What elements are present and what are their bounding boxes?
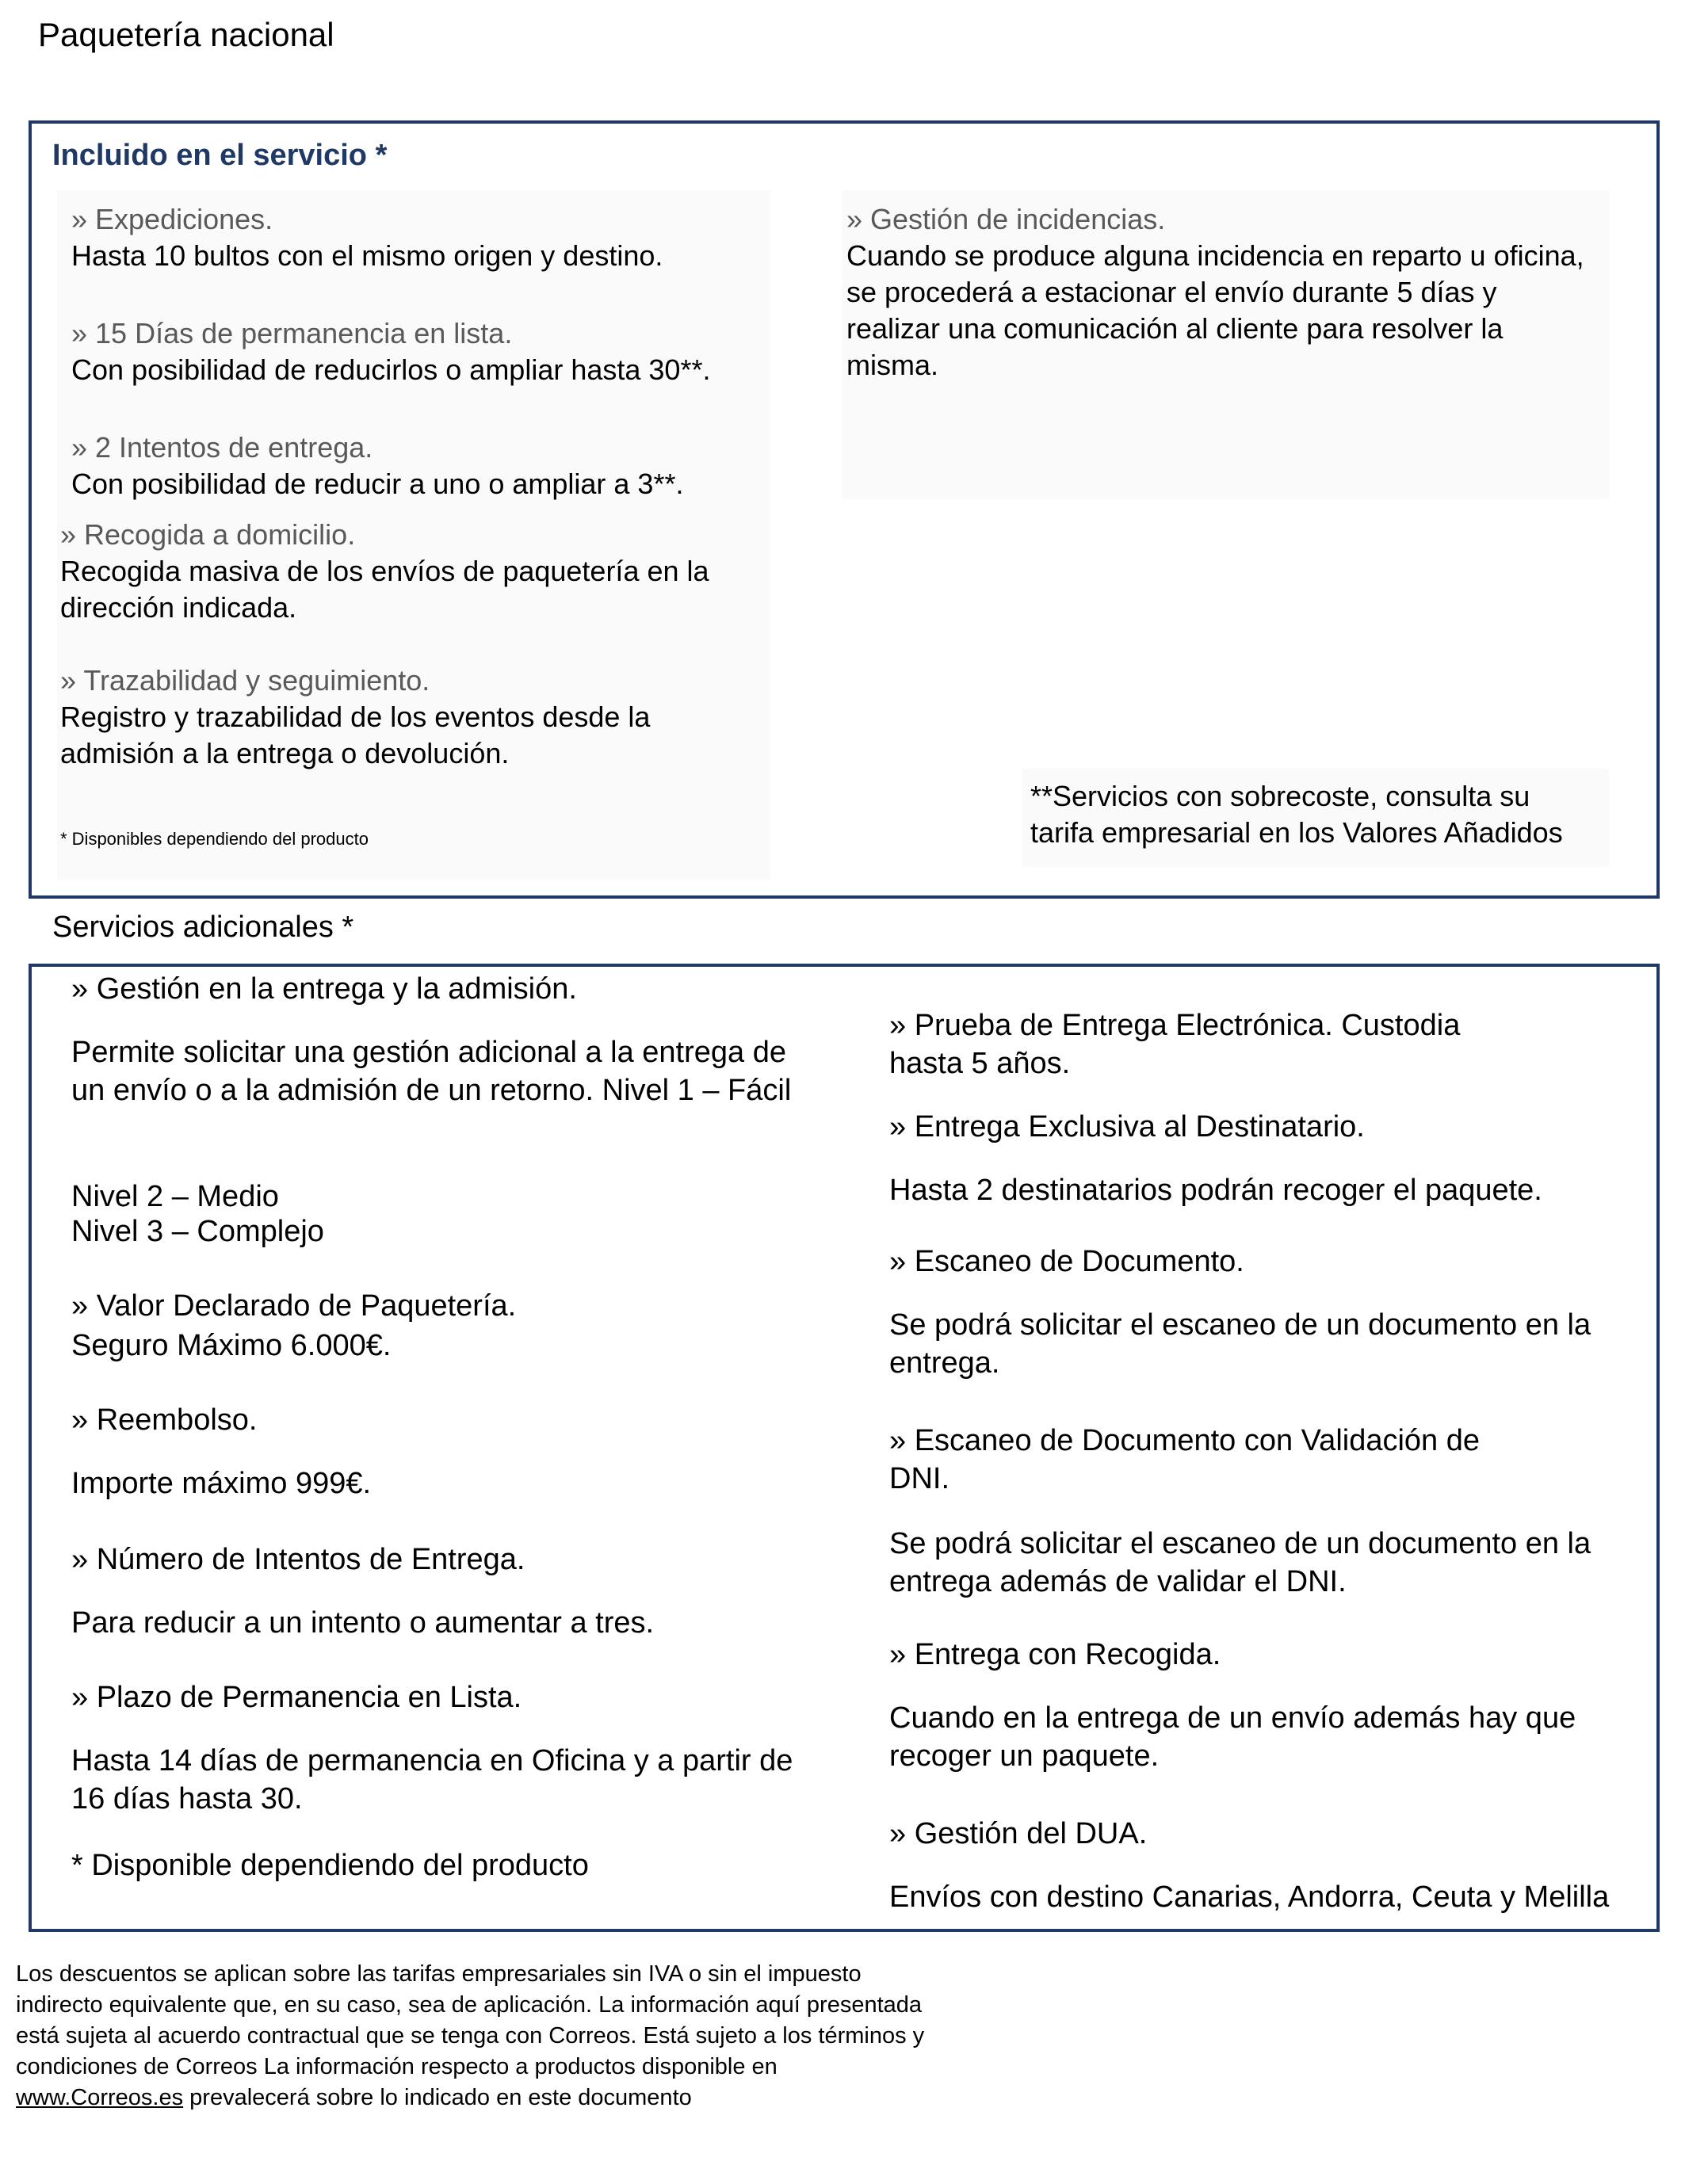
included-item [60, 662, 758, 772]
footer-text: Los descuentos se aplican sobre las tarifas empresariales sin IVA o sin el impuesto indirecto equivalente que, en su caso, sea de aplicación. La información aquí presentada está sujeta al acuerdo contractual que se tenga con Correos. Está sujeto a los términos y condiciones de Correos La información respecto a productos disponible en [16, 1961, 925, 2079]
included-item [60, 517, 758, 626]
service-title: » Gestión en la entrega y la admisión. [71, 972, 577, 1006]
service-title: » Prueba de Entrega Electrónica. Custodia [889, 1009, 1461, 1042]
service-desc: Permite solicitar una gestión adicional a la entrega de un envío o a la admisión de un retorno. Nivel 1 – Fácil [71, 1036, 792, 1107]
item-title: » Expediciones. [71, 203, 273, 235]
service-title: » Escaneo de Documento. [889, 1245, 1244, 1278]
included-item [846, 201, 1591, 384]
service-desc: Envíos con destino Canarias, Andorra, Ceuta y Melilla [889, 1880, 1610, 1914]
service-desc: DNI. [889, 1462, 949, 1495]
footnote-left: * Disponibles dependiendo del producto [60, 829, 369, 849]
service-desc: Nivel 3 – Complejo [71, 1215, 324, 1248]
service-desc: Se podrá solicitar el escaneo de un documento en la entrega. [889, 1308, 1591, 1380]
service-title: » Plazo de Permanencia en Lista. [71, 1681, 522, 1714]
item-desc: Hasta 10 bultos con el mismo origen y destino. [71, 239, 663, 272]
included-item [71, 201, 761, 274]
item-title: » Recogida a domicilio. [60, 518, 356, 551]
service-title: » Entrega Exclusiva al Destinatario. [889, 1110, 1365, 1144]
service-title: » Entrega con Recogida. [889, 1638, 1221, 1671]
footnote-right: **Servicios con sobrecoste, consulta su tarifa empresarial en los Valores Añadidos [1030, 780, 1563, 849]
service-title: » Valor Declarado de Paquetería. [71, 1289, 517, 1323]
service-desc: Hasta 2 destinatarios podrán recoger el paquete. [889, 1174, 1542, 1207]
item-desc: Cuando se produce alguna incidencia en reparto u oficina, se procederá a estacionar el envío durante 5 días y realizar una comunicación al cliente para resolver la misma. [846, 239, 1584, 381]
included-item [71, 430, 761, 502]
page-title: Paquetería nacional [38, 16, 334, 53]
service-desc: hasta 5 años. [889, 1047, 1071, 1080]
item-desc: Con posibilidad de reducirlos o ampliar hasta 30**. [71, 353, 711, 386]
item-title: » 2 Intentos de entrega. [71, 431, 373, 464]
service-desc: Nivel 2 – Medio [71, 1180, 279, 1213]
service-desc: Seguro Máximo 6.000€. [71, 1329, 392, 1362]
included-item [71, 315, 761, 388]
service-title: » Número de Intentos de Entrega. [71, 1543, 525, 1576]
item-desc: Registro y trazabilidad de los eventos desde la admisión a la entrega o devolución. [60, 701, 651, 769]
footer-text: prevalecerá sobre lo indicado en este documento [183, 2085, 692, 2110]
footer-disclaimer [16, 1959, 927, 2113]
service-title: » Escaneo de Documento con Validación de [889, 1424, 1481, 1457]
service-desc: Para reducir a un intento o aumentar a tres. [71, 1606, 655, 1640]
item-title: » Trazabilidad y seguimiento. [60, 664, 430, 697]
service-desc: Hasta 14 días de permanencia en Oficina y a partir de 16 días hasta 30. [71, 1744, 793, 1816]
item-desc: Recogida masiva de los envíos de paquetería en la dirección indicada. [60, 555, 709, 624]
service-desc: Se podrá solicitar el escaneo de un documento en la entrega además de validar el DNI. [889, 1527, 1591, 1598]
correos-link[interactable]: www.Correos.es [16, 2085, 184, 2110]
service-title: » Reembolso. [71, 1403, 258, 1437]
item-title: » 15 Días de permanencia en lista. [71, 317, 513, 349]
additional-heading: Servicios adicionales * [52, 911, 354, 944]
item-desc: Con posibilidad de reducir a uno o ampliar a 3**. [71, 468, 684, 500]
service-desc: Cuando en la entrega de un envío además hay que recoger un paquete. [889, 1701, 1576, 1773]
service-title: » Gestión del DUA. [889, 1817, 1148, 1850]
service-desc: Importe máximo 999€. [71, 1467, 372, 1500]
service-note: * Disponible dependiendo del producto [71, 1849, 589, 1882]
item-title: » Gestión de incidencias. [846, 203, 1166, 235]
included-heading: Incluido en el servicio * [52, 139, 388, 172]
